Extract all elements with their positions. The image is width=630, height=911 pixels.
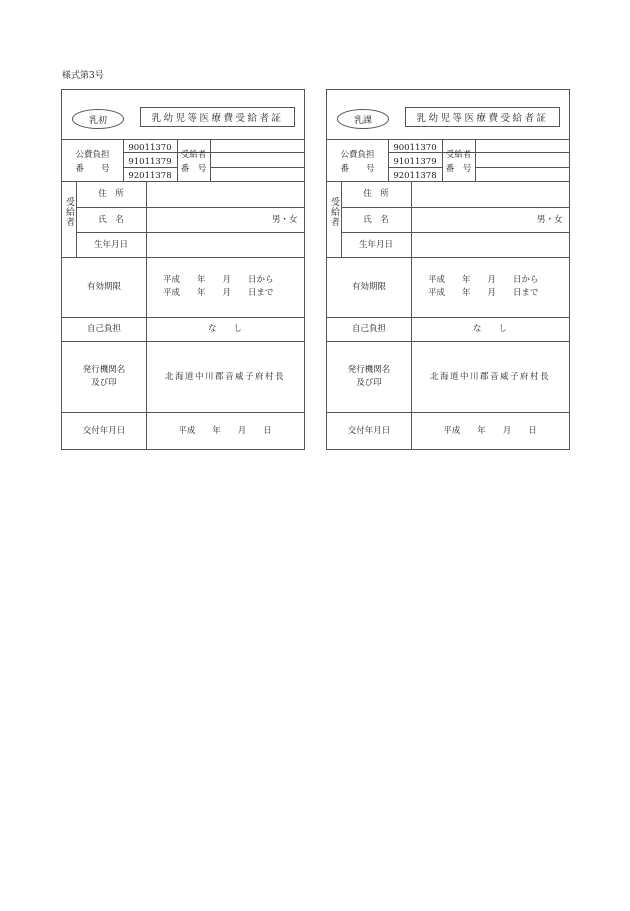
- validity-label: 有効期限: [86, 282, 121, 292]
- issuer-label-2: 及び印: [356, 378, 382, 388]
- card-type-badge: 乳初: [72, 109, 124, 129]
- payer-number-label-2: 番 号: [75, 164, 110, 174]
- copay-value: な し: [472, 324, 507, 334]
- card-type-badge: 乳課: [337, 109, 389, 129]
- certificate-title: 乳幼児等医療費受給者証: [140, 107, 295, 127]
- validity-label: 有効期限: [351, 282, 386, 292]
- payer-number-label-2: 番 号: [340, 164, 375, 174]
- form-number-label: 様式第3号: [62, 71, 104, 81]
- recipient-number-label-1: 受給者: [445, 150, 472, 160]
- issuer-label-2: 及び印: [91, 378, 117, 388]
- recipient-number-label-2: 番 号: [445, 164, 472, 174]
- payer-number-2: 91011379: [393, 157, 437, 167]
- validity-to: 平成 年 月 日まで: [163, 288, 274, 298]
- birth-date-label: 生年月日: [93, 240, 128, 250]
- birth-date-label: 生年月日: [358, 240, 393, 250]
- payer-number-label-1: 公費負担: [75, 150, 110, 160]
- name-label: 氏 名: [98, 215, 124, 225]
- recipient-number-label-2: 番 号: [180, 164, 207, 174]
- payer-number-label-1: 公費負担: [340, 150, 375, 160]
- issuer-label-1: 発行機関名: [347, 365, 391, 375]
- validity-from: 平成 年 月 日から: [428, 275, 539, 285]
- copay-label: 自己負担: [86, 324, 121, 334]
- certificate-card-2: [326, 89, 570, 450]
- payer-number-3: 92011378: [393, 171, 437, 181]
- validity-to: 平成 年 月 日まで: [428, 288, 539, 298]
- issuer-value: 北海道中川郡音威子府村長: [429, 372, 550, 382]
- issue-date-value: 平成 年 月 日: [443, 426, 537, 436]
- address-label: 住 所: [363, 189, 389, 199]
- name-label: 氏 名: [363, 215, 389, 225]
- payer-number-2: 91011379: [128, 157, 172, 167]
- copay-value: な し: [207, 324, 242, 334]
- address-label: 住 所: [98, 189, 124, 199]
- issue-date-label: 交付年月日: [82, 426, 126, 436]
- issuer-value: 北海道中川郡音威子府村長: [164, 372, 285, 382]
- copay-label: 自己負担: [351, 324, 386, 334]
- recipient-group-label: 受給者: [64, 197, 74, 227]
- certificate-title: 乳幼児等医療費受給者証: [405, 107, 560, 127]
- issue-date-label: 交付年月日: [347, 426, 391, 436]
- recipient-group-label: 受給者: [329, 197, 339, 227]
- certificate-card-1: [61, 89, 305, 450]
- payer-number-3: 92011378: [128, 171, 172, 181]
- validity-from: 平成 年 月 日から: [163, 275, 274, 285]
- gender-option: 男・女: [537, 215, 563, 225]
- issuer-label-1: 発行機関名: [82, 365, 126, 375]
- payer-number-1: 90011370: [128, 143, 172, 153]
- issue-date-value: 平成 年 月 日: [178, 426, 272, 436]
- payer-number-1: 90011370: [393, 143, 437, 153]
- recipient-number-label-1: 受給者: [180, 150, 207, 160]
- gender-option: 男・女: [272, 215, 298, 225]
